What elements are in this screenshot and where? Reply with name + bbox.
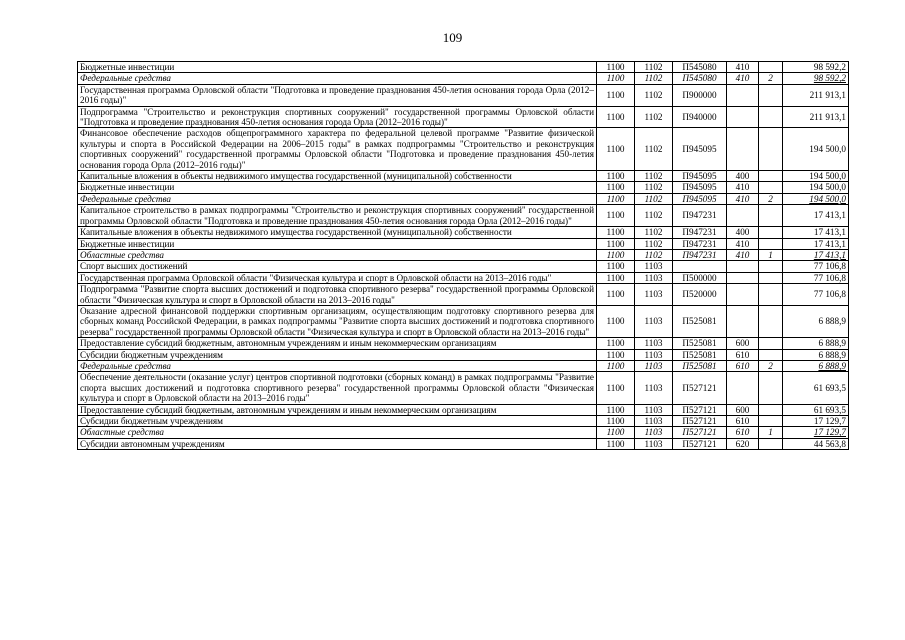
section-code-cell: 1100 [597, 84, 635, 106]
subsection-code-cell: 1103 [635, 349, 673, 360]
funding-source-cell [759, 128, 783, 171]
table-row [78, 238, 849, 249]
amount-cell: 61 693,5 [783, 404, 849, 415]
table-row [78, 84, 849, 106]
row-name-cell: Бюджетные инвестиции [78, 182, 597, 193]
row-name-cell: Субсидии бюджетным учреждениям [78, 349, 597, 360]
subsection-code-cell: 1103 [635, 438, 673, 449]
row-name-cell: Предоставление субсидий бюджетным, автономным учреждениям и иным некоммерческим организациям [78, 338, 597, 349]
table-row [78, 171, 849, 182]
target-article-cell: П527121 [673, 427, 727, 438]
section-code-cell: 1100 [597, 227, 635, 238]
subsection-code-cell: 1103 [635, 372, 673, 404]
section-code-cell: 1100 [597, 171, 635, 182]
table-row [78, 128, 849, 171]
funding-source-cell [759, 438, 783, 449]
section-code-cell: 1100 [597, 416, 635, 427]
expense-type-cell: 610 [727, 427, 759, 438]
funding-source-cell [759, 84, 783, 106]
target-article-cell: П945095 [673, 171, 727, 182]
table-row [78, 193, 849, 204]
funding-source-cell [759, 227, 783, 238]
expense-type-cell [727, 272, 759, 283]
section-code-cell: 1100 [597, 272, 635, 283]
table-row [78, 427, 849, 438]
row-name-cell: Областные средства [78, 427, 597, 438]
target-article-cell: П527121 [673, 416, 727, 427]
amount-cell: 77 106,8 [783, 261, 849, 272]
row-name-cell: Оказание адресной финансовой поддержки спортивным организациям, осуществляющим подготовку спортивного резерва для сборных команд Российской Федерации, в рамках подпрограммы "Развитие спорта высших достижений и подготовка спортивного резерва" государственной программы Орловской области "Физическая культура и спорт в Орловской области на 2013–2016 годы" [78, 305, 597, 337]
section-code-cell: 1100 [597, 438, 635, 449]
expense-type-cell [727, 128, 759, 171]
expense-type-cell: 410 [727, 249, 759, 260]
funding-source-cell [759, 205, 783, 227]
subsection-code-cell: 1102 [635, 205, 673, 227]
amount-cell: 17 413,1 [783, 238, 849, 249]
section-code-cell: 1100 [597, 249, 635, 260]
target-article-cell: П945095 [673, 182, 727, 193]
table-row [78, 73, 849, 84]
section-code-cell: 1100 [597, 305, 635, 337]
subsection-code-cell: 1103 [635, 404, 673, 415]
expense-type-cell: 410 [727, 73, 759, 84]
amount-cell: 6 888,9 [783, 360, 849, 371]
target-article-cell: П945095 [673, 128, 727, 171]
table-row [78, 349, 849, 360]
amount-cell: 17 413,1 [783, 249, 849, 260]
section-code-cell: 1100 [597, 284, 635, 306]
budget-table [77, 61, 849, 450]
amount-cell: 44 563,8 [783, 438, 849, 449]
subsection-code-cell: 1103 [635, 272, 673, 283]
expense-type-cell: 600 [727, 404, 759, 415]
row-name-cell: Субсидии автономным учреждениям [78, 438, 597, 449]
amount-cell: 194 500,0 [783, 128, 849, 171]
subsection-code-cell: 1102 [635, 73, 673, 84]
target-article-cell: П520000 [673, 284, 727, 306]
table-row [78, 372, 849, 404]
section-code-cell: 1100 [597, 372, 635, 404]
row-name-cell: Бюджетные инвестиции [78, 62, 597, 73]
subsection-code-cell: 1103 [635, 261, 673, 272]
subsection-code-cell: 1102 [635, 62, 673, 73]
subsection-code-cell: 1103 [635, 427, 673, 438]
section-code-cell: 1100 [597, 338, 635, 349]
amount-cell: 61 693,5 [783, 372, 849, 404]
subsection-code-cell: 1103 [635, 360, 673, 371]
expense-type-cell: 610 [727, 349, 759, 360]
funding-source-cell [759, 182, 783, 193]
row-name-cell: Бюджетные инвестиции [78, 238, 597, 249]
table-row [78, 416, 849, 427]
funding-source-cell [759, 349, 783, 360]
section-code-cell: 1100 [597, 360, 635, 371]
section-code-cell: 1100 [597, 238, 635, 249]
target-article-cell: П525081 [673, 360, 727, 371]
table-row [78, 182, 849, 193]
funding-source-cell [759, 261, 783, 272]
row-name-cell: Областные средства [78, 249, 597, 260]
expense-type-cell: 400 [727, 171, 759, 182]
target-article-cell [673, 261, 727, 272]
row-name-cell: Подпрограмма "Строительство и реконструкция спортивных сооружений" государственной программы Орловской области "Подготовка и проведение празднования 450-летия основания города Орла (2012–2016 годы)" [78, 106, 597, 128]
funding-source-cell [759, 238, 783, 249]
amount-cell: 6 888,9 [783, 349, 849, 360]
subsection-code-cell: 1102 [635, 193, 673, 204]
funding-source-cell [759, 272, 783, 283]
row-name-cell: Федеральные средства [78, 73, 597, 84]
amount-cell: 194 500,0 [783, 182, 849, 193]
row-name-cell: Федеральные средства [78, 360, 597, 371]
expense-type-cell: 600 [727, 338, 759, 349]
table-row [78, 305, 849, 337]
amount-cell: 6 888,9 [783, 305, 849, 337]
amount-cell: 17 413,1 [783, 227, 849, 238]
target-article-cell: П545080 [673, 73, 727, 84]
table-row [78, 227, 849, 238]
funding-source-cell [759, 284, 783, 306]
amount-cell: 17 129,7 [783, 416, 849, 427]
subsection-code-cell: 1102 [635, 227, 673, 238]
table-row [78, 438, 849, 449]
row-name-cell: Государственная программа Орловской области "Физическая культура и спорт в Орловской области на 2013–2016 годы" [78, 272, 597, 283]
target-article-cell: П945095 [673, 193, 727, 204]
section-code-cell: 1100 [597, 261, 635, 272]
subsection-code-cell: 1103 [635, 416, 673, 427]
subsection-code-cell: 1103 [635, 284, 673, 306]
section-code-cell: 1100 [597, 62, 635, 73]
subsection-code-cell: 1102 [635, 171, 673, 182]
funding-source-cell: 1 [759, 427, 783, 438]
target-article-cell: П527121 [673, 438, 727, 449]
section-code-cell: 1100 [597, 205, 635, 227]
expense-type-cell: 410 [727, 193, 759, 204]
subsection-code-cell: 1102 [635, 182, 673, 193]
funding-source-cell [759, 404, 783, 415]
expense-type-cell: 410 [727, 62, 759, 73]
row-name-cell: Федеральные средства [78, 193, 597, 204]
amount-cell: 6 888,9 [783, 338, 849, 349]
row-name-cell: Финансовое обеспечение расходов общепрограммного характера по федеральной целевой программе "Развитие физической культуры и спорта в Российской Федерации на 2006–2015 годы" в рамках подпрограммы "Строительство и реконструкция спортивных сооружений" государственной программы Орловской области "Подготовка и проведение празднования 450-летия основания города Орла (2012–2016 годы)" [78, 128, 597, 171]
row-name-cell: Капитальное строительство в рамках подпрограммы "Строительство и реконструкция спортивных сооружений" государственной программы Орловской области "Подготовка и проведение празднования 450-летия основания города Орла (2012–2016 годы)" [78, 205, 597, 227]
subsection-code-cell: 1103 [635, 305, 673, 337]
amount-cell: 211 913,1 [783, 84, 849, 106]
amount-cell: 17 413,1 [783, 205, 849, 227]
row-name-cell: Капитальные вложения в объекты недвижимого имущества государственной (муниципальной) собственности [78, 171, 597, 182]
table-row [78, 272, 849, 283]
section-code-cell: 1100 [597, 73, 635, 84]
section-code-cell: 1100 [597, 128, 635, 171]
funding-source-cell [759, 416, 783, 427]
row-name-cell: Спорт высших достижений [78, 261, 597, 272]
amount-cell: 98 592,2 [783, 73, 849, 84]
target-article-cell: П947231 [673, 205, 727, 227]
expense-type-cell [727, 284, 759, 306]
target-article-cell: П947231 [673, 249, 727, 260]
funding-source-cell [759, 305, 783, 337]
amount-cell: 211 913,1 [783, 106, 849, 128]
table-row [78, 360, 849, 371]
target-article-cell: П500000 [673, 272, 727, 283]
table-row [78, 284, 849, 306]
table-row [78, 404, 849, 415]
funding-source-cell: 2 [759, 193, 783, 204]
section-code-cell: 1100 [597, 404, 635, 415]
funding-source-cell: 2 [759, 73, 783, 84]
table-row [78, 338, 849, 349]
funding-source-cell [759, 62, 783, 73]
row-name-cell: Субсидии бюджетным учреждениям [78, 416, 597, 427]
subsection-code-cell: 1102 [635, 249, 673, 260]
expense-type-cell: 410 [727, 238, 759, 249]
table-row [78, 249, 849, 260]
amount-cell: 194 500,0 [783, 193, 849, 204]
row-name-cell: Предоставление субсидий бюджетным, автономным учреждениям и иным некоммерческим организациям [78, 404, 597, 415]
row-name-cell: Подпрограмма "Развитие спорта высших достижений и подготовка спортивного резерва" государственной программы Орловской области "Физическая культура и спорт в Орловской области на 2013–2016 годы" [78, 284, 597, 306]
row-name-cell: Обеспечение деятельности (оказание услуг) центров спортивной подготовки (сборных команд) в рамках подпрограммы "Развитие спорта высших достижений и подготовка спортивного резерва" государственной программы Орловской области "Физическая культура и спорт в Орловской области на 2013–2016 годы" [78, 372, 597, 404]
subsection-code-cell: 1102 [635, 106, 673, 128]
funding-source-cell [759, 372, 783, 404]
amount-cell: 77 106,8 [783, 284, 849, 306]
expense-type-cell: 610 [727, 360, 759, 371]
expense-type-cell: 400 [727, 227, 759, 238]
expense-type-cell [727, 305, 759, 337]
section-code-cell: 1100 [597, 182, 635, 193]
amount-cell: 17 129,7 [783, 427, 849, 438]
target-article-cell: П525081 [673, 305, 727, 337]
funding-source-cell: 2 [759, 360, 783, 371]
target-article-cell: П525081 [673, 349, 727, 360]
funding-source-cell [759, 171, 783, 182]
target-article-cell: П947231 [673, 238, 727, 249]
target-article-cell: П545080 [673, 62, 727, 73]
table-row [78, 62, 849, 73]
subsection-code-cell: 1103 [635, 338, 673, 349]
funding-source-cell: 1 [759, 249, 783, 260]
page-number: 109 [442, 30, 463, 45]
expense-type-cell: 610 [727, 416, 759, 427]
table-row [78, 205, 849, 227]
expense-type-cell [727, 106, 759, 128]
target-article-cell: П940000 [673, 106, 727, 128]
table-row [78, 106, 849, 128]
target-article-cell: П527121 [673, 404, 727, 415]
expense-type-cell: 410 [727, 182, 759, 193]
subsection-code-cell: 1102 [635, 238, 673, 249]
section-code-cell: 1100 [597, 349, 635, 360]
expense-type-cell [727, 205, 759, 227]
expense-type-cell: 620 [727, 438, 759, 449]
amount-cell: 98 592,2 [783, 62, 849, 73]
expense-type-cell [727, 372, 759, 404]
target-article-cell: П947231 [673, 227, 727, 238]
funding-source-cell [759, 338, 783, 349]
table-row [78, 261, 849, 272]
funding-source-cell [759, 106, 783, 128]
expense-type-cell [727, 84, 759, 106]
row-name-cell: Капитальные вложения в объекты недвижимого имущества государственной (муниципальной) собственности [78, 227, 597, 238]
section-code-cell: 1100 [597, 106, 635, 128]
target-article-cell: П527121 [673, 372, 727, 404]
expense-type-cell [727, 261, 759, 272]
amount-cell: 194 500,0 [783, 171, 849, 182]
subsection-code-cell: 1102 [635, 128, 673, 171]
section-code-cell: 1100 [597, 193, 635, 204]
target-article-cell: П525081 [673, 338, 727, 349]
subsection-code-cell: 1102 [635, 84, 673, 106]
section-code-cell: 1100 [597, 427, 635, 438]
row-name-cell: Государственная программа Орловской области "Подготовка и проведение празднования 450-летия основания города Орла (2012–2016 годы)" [78, 84, 597, 106]
amount-cell: 77 106,8 [783, 272, 849, 283]
target-article-cell: П900000 [673, 84, 727, 106]
